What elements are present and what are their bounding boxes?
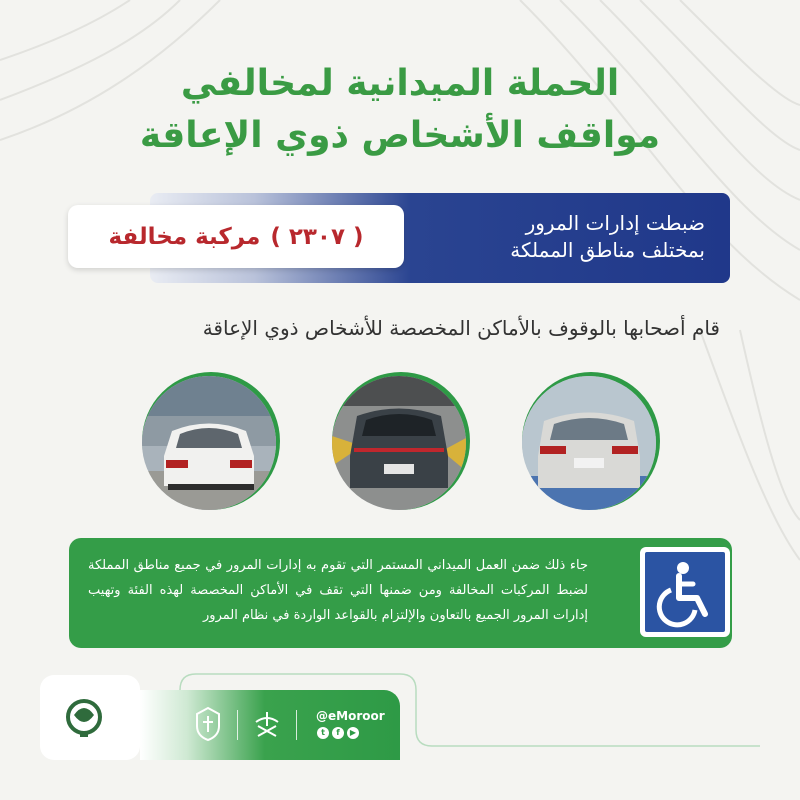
violation-count: ( ٢٣٠٧ ) — [270, 223, 364, 250]
car-photo-center — [332, 376, 466, 510]
banner-line-1: ضبطت إدارات المرور — [525, 211, 705, 235]
violation-count-label: مركبة مخالفة — [108, 223, 261, 250]
saudi-emblem-icon — [250, 708, 284, 746]
car-photo-left — [142, 376, 276, 510]
wheelchair-icon — [645, 552, 725, 632]
title-line-1: الحملة الميدانية لمخالفي — [180, 63, 620, 104]
info-text: جاء ذلك ضمن العمل الميداني المستمر التي تقوم به إدارات المرور في جميع مناطق المملكة لضبط المركبات المخالفة ومن ضمنها التي تقف في الأماكن المخصصة لهذه الفئة وتهيب إدارات المرور الجميع بالتعاون والإلتزام بالقواعد الواردة في نظام المرور — [88, 558, 588, 623]
violation-count-box — [68, 205, 404, 268]
youtube-icon[interactable]: ▶ — [347, 727, 359, 739]
subtitle: قام أصحابها بالوقوف بالأماكن المخصصة للأشخاص ذوي الإعاقة — [202, 316, 720, 340]
car-photo-right — [522, 376, 656, 510]
twitter-icon[interactable]: t — [317, 727, 329, 739]
facebook-icon[interactable]: f — [332, 727, 344, 739]
logo-card — [40, 675, 140, 760]
footer-divider — [237, 710, 238, 740]
banner-line-2: بمختلف مناطق المملكة — [510, 238, 705, 262]
social-icons — [317, 727, 359, 739]
title-line-2: مواقف الأشخاص ذوي الإعاقة — [139, 115, 661, 156]
traffic-emblem-icon — [40, 675, 140, 760]
moi-emblem-icon — [193, 706, 223, 746]
footer-divider-2 — [296, 710, 297, 740]
social-handle[interactable]: @eMoroor — [316, 709, 385, 723]
banner-text — [405, 210, 705, 264]
